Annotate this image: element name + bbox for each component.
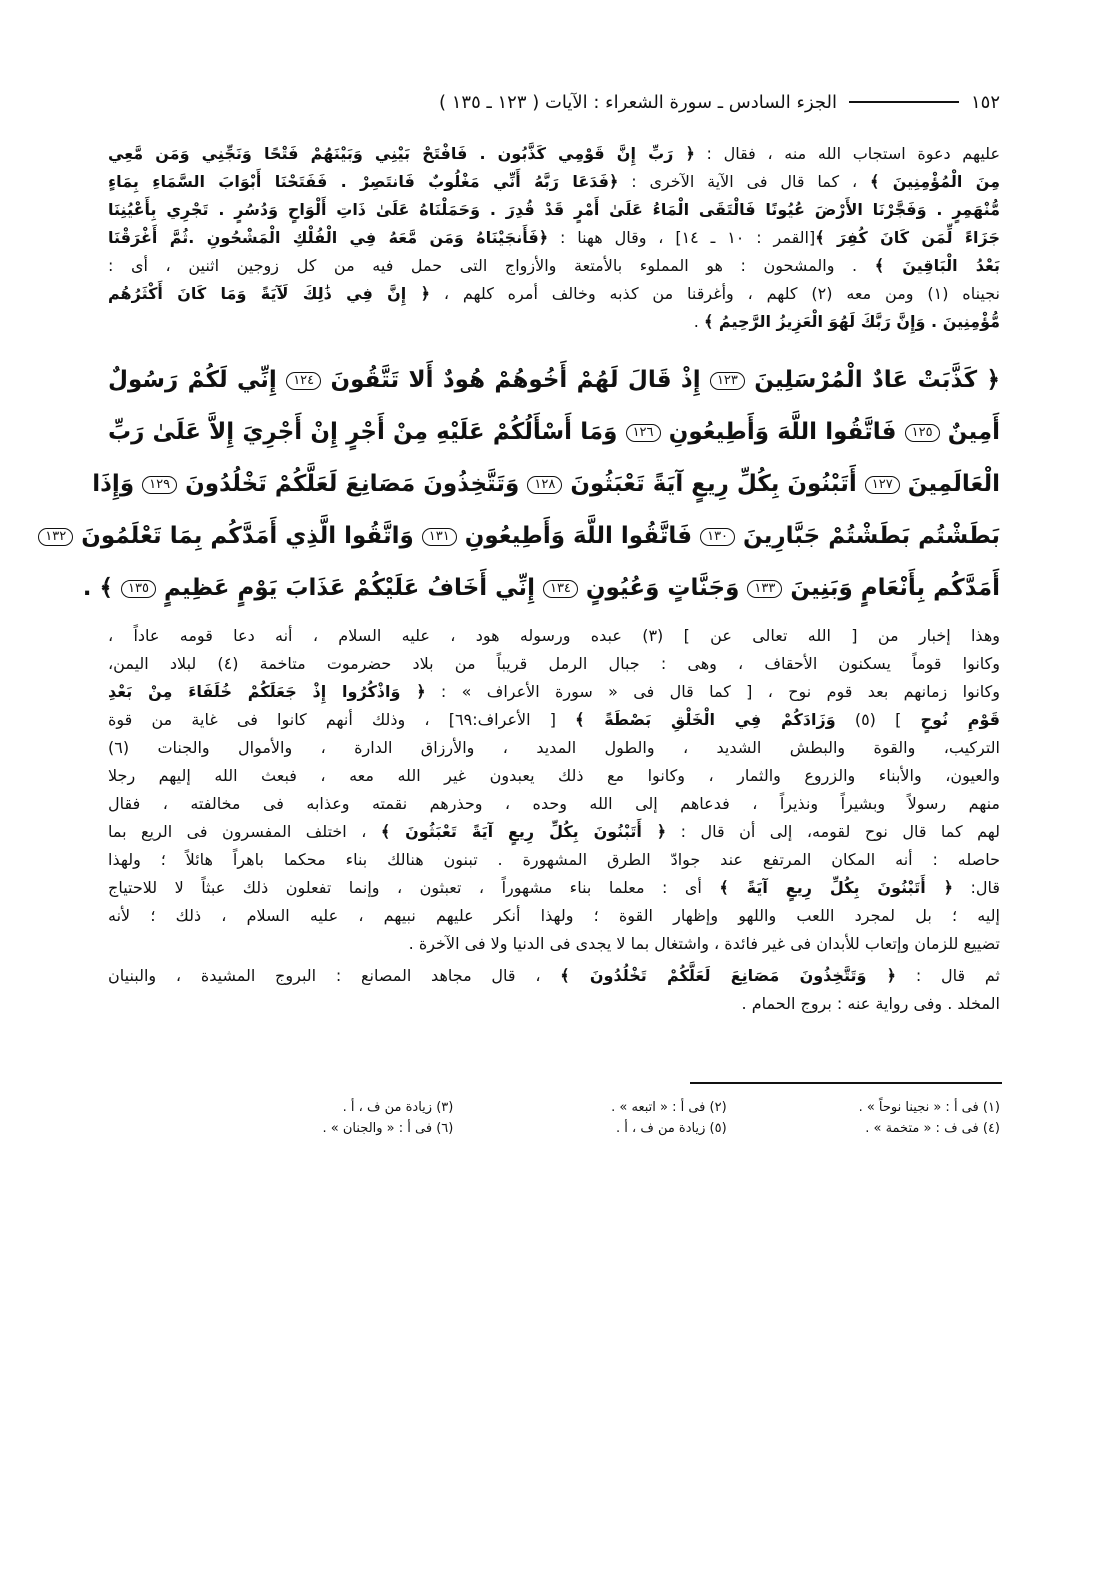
text-line xyxy=(108,406,1000,458)
header-title: الجزء السادس ـ سورة الشعراء : الآيات ( ١٢٣ ـ ١٣٥ ) xyxy=(439,91,837,113)
verse-number: ١٣٣ xyxy=(747,580,782,598)
footnote: (٥) زيادة من ف ، أ . xyxy=(616,1121,727,1136)
text-line xyxy=(108,762,1000,790)
verse-number: ١٢٥ xyxy=(905,424,940,442)
footnote: (١) فى أ : « نجينا نوحاً » . xyxy=(858,1100,1000,1115)
quran-verses-block xyxy=(45,354,1001,614)
text-segment: منهم رسولاً وبشيراً ونذيراً ، فدعاهم إلى الله وحده ، وحذرهم نقمته وعذابه فى مخالفته ، فقال xyxy=(108,794,1000,813)
verse-number: ١٣٠ xyxy=(700,528,735,546)
text-segment: إِذْ قَالَ لَهُمْ أَخُوهُمْ هُودٌ أَلا تَتَّقُونَ xyxy=(321,367,710,393)
text-line xyxy=(45,510,1000,562)
header-rule xyxy=(849,101,959,103)
commentary-paragraph-3 xyxy=(108,962,1000,1018)
quran-quote: قَوْمِ نُوحٍ xyxy=(920,710,1001,729)
commentary-paragraph-1 xyxy=(108,140,1000,336)
verse-number: ١٣٢ xyxy=(38,528,73,546)
text-line xyxy=(108,818,1000,846)
text-segment: [ الأعراف:٦٩] ، وذلك أنهم كانوا فى غاية من قوة xyxy=(108,710,576,729)
text-line xyxy=(108,874,1000,902)
verse-number: ١٣٥ xyxy=(121,580,156,598)
text-segment: أى : معلما بناء مشهوراً ، تعبثون ، وإنما تفعلون ذلك عبثاً لا للاحتياج xyxy=(108,878,720,897)
text-line xyxy=(108,308,1000,336)
text-line xyxy=(108,930,1000,958)
verse-number: ١٣١ xyxy=(422,528,457,546)
text-line xyxy=(108,196,1000,224)
text-line xyxy=(108,846,1000,874)
text-line xyxy=(108,622,1000,650)
text-segment: . xyxy=(693,312,704,331)
text-segment: لهم كما قال نوح لقومه، إلى أن قال : xyxy=(666,822,1001,841)
text-segment: الْعَالَمِينَ xyxy=(899,471,1000,497)
quran-quote: مُّنْهَمِرٍ . وَفَجَّرْنَا الأَرْضَ عُيُونًا فَالْتَقَى الْمَاءُ عَلَىٰ أَمْرٍ قَدْ قُدِرَ . وَحَمَلْنَاهُ عَلَىٰ ذَاتِ أَلْوَاحٍ وَدُسُرٍ . تَجْرِي بِأَعْيُنِنَا xyxy=(108,200,1000,219)
text-segment: فَاتَّقُوا اللَّهَ وَأَطِيعُونِ xyxy=(660,419,905,445)
text-segment: إِنِّي لَكُمْ رَسُولٌ xyxy=(108,367,287,393)
text-line xyxy=(108,280,1000,308)
text-line xyxy=(108,790,1000,818)
footnote: (٢) فى أ : « اتبعه » . xyxy=(611,1100,727,1115)
text-line xyxy=(108,140,1000,168)
footnote: (٤) فى ف : « متخمة » . xyxy=(865,1121,1000,1136)
text-segment: التركيب، والقوة والبطش الشديد ، والطول المديد ، والأرزاق الدارة ، والأموال والجنات (٦) xyxy=(108,738,1000,757)
text-segment: نجيناه (١) ومن معه (٢) كلهم ، وأغرقنا من كذبه وخالف أمره كلهم ، xyxy=(430,284,1001,303)
text-segment: بَطَشْتُم بَطَشْتُمْ جَبَّارِينَ xyxy=(735,523,1000,549)
text-segment: ثم قال : xyxy=(896,966,1000,985)
text-segment: أَمِينٌ xyxy=(939,419,1001,445)
text-line xyxy=(108,224,1000,252)
text-line xyxy=(108,962,1000,990)
text-segment: وَاتَّقُوا الَّذِي أَمَدَّكُم بِمَا تَعْلَمُونَ xyxy=(73,523,422,549)
quran-quote: مُّؤْمِنِينَ . وَإِنَّ رَبَّكَ لَهُوَ الْعَزِيزُ الرَّحِيمُ ﴾ xyxy=(703,312,1000,331)
text-segment: حاصله : أنه المكان المرتفع عند جوادّ الطرق المشهورة . تبنون هنالك بناء محكما باهراً هائلاً ؛ ولهذا xyxy=(108,850,1000,869)
text-line xyxy=(108,252,1000,280)
text-line xyxy=(82,562,1000,614)
quran-quote: بَعْدُ الْبَاقِينَ ﴾ xyxy=(874,256,1000,275)
text-segment: ] (٥) xyxy=(835,710,921,729)
text-segment: ﴿ كَذَّبَتْ عَادٌ الْمُرْسَلِينَ xyxy=(744,367,1000,393)
text-segment: قال: xyxy=(953,878,1001,897)
text-segment: وهذا إخبار من [ الله تعالى عن ] (٣) عبده ورسوله هود ، عليه السلام ، أنه دعا قومه عاداً ، xyxy=(108,626,1000,645)
text-segment: والعيون، والأبناء والزروع والثمار ، وكانوا مع ذلك يعبدون غير الله معه ، فبعث الله إليهم رجلا xyxy=(108,766,1000,785)
quran-quote: ﴿ أَتَبْنُونَ بِكُلِّ رِيعٍ آيَةً ﴾ xyxy=(719,878,953,897)
quran-quote: ﴿ أَتَبْنُونَ بِكُلِّ رِيعٍ آيَةً تَعْبَثُونَ ﴾ xyxy=(380,822,667,841)
quran-quote: ﴿فَأَنجَيْنَاهُ وَمَن مَّعَهُ فِي الْفُلْكِ الْمَشْحُونِ .ثُمَّ أَغْرَقْنَا xyxy=(108,228,549,247)
text-segment: عليهم دعوة استجاب الله منه ، فقال : xyxy=(694,144,1000,163)
text-line xyxy=(108,706,1000,734)
text-segment: وَإِذَا xyxy=(92,471,143,497)
quran-quote: ﴿ رَبِّ إِنَّ قَوْمِي كَذَّبُون . فَافْتَحْ بَيْنِي وَبَيْنَهُمْ فَتْحًا وَنَجِّنِي وَمَن مَّعِي xyxy=(108,144,695,163)
text-segment: وَتَتَّخِذُونَ مَصَانِعَ لَعَلَّكُمْ تَخْلُدُونَ xyxy=(177,471,528,497)
quran-quote: مِنَ الْمُؤْمِنِينَ ﴾ xyxy=(870,172,1001,191)
quran-quote: ﴿ وَاذْكُرُوا إِذْ جَعَلَكُمْ خُلَفَاءَ مِنْ بَعْدِ xyxy=(108,682,426,701)
text-segment: أَتَبْنُونَ بِكُلِّ رِيعٍ آيَةً تَعْبَثُونَ xyxy=(562,471,865,497)
quran-quote: ﴿ إِنَّ فِي ذَٰلِكَ لَآيَةً وَمَا كَانَ أَكْثَرُهُم xyxy=(108,284,431,303)
text-line xyxy=(92,458,1000,510)
verse-number: ١٢٨ xyxy=(527,476,562,494)
verse-number: ١٢٤ xyxy=(286,372,321,390)
text-line xyxy=(108,650,1000,678)
text-segment: إليه ؛ بل لمجرد اللعب واللهو وإظهار القوة ؛ ولهذا أنكر عليهم نبيهم ، عليه السلام ، ذلك ؛ لأنه xyxy=(108,906,1000,925)
quran-quote: ﴿ وَتَتَّخِذُونَ مَصَانِعَ لَعَلَّكُمْ تَخْلُدُونَ ﴾ xyxy=(560,966,897,985)
verse-number: ١٢٦ xyxy=(626,424,661,442)
commentary-paragraph-2 xyxy=(108,622,1000,958)
verse-number: ١٢٩ xyxy=(142,476,177,494)
verse-number: ١٢٣ xyxy=(710,372,745,390)
text-segment: . والمشحون : هو المملوء بالأمتعة والأزواج التى حمل فيه من كل زوجين اثنين ، أى : xyxy=(108,256,875,275)
text-line xyxy=(108,168,1000,196)
verse-number: ١٣٤ xyxy=(543,580,578,598)
quran-quote: وَزَادَكُمْ فِي الْخَلْقِ بَصْطَةً ﴾ xyxy=(575,710,836,729)
text-segment: إِنِّي أَخَافُ عَلَيْكُمْ عَذَابَ يَوْمٍ عَظِيمٍ xyxy=(155,575,543,601)
footnotes xyxy=(180,1100,1000,1136)
running-header xyxy=(108,86,1000,118)
text-segment: فَاتَّقُوا اللَّهَ وَأَطِيعُونِ xyxy=(456,523,701,549)
footnote: (٦) فى أ : « والجنان » . xyxy=(322,1121,454,1136)
text-segment: وَجَنَّاتٍ وَعُيُونٍ xyxy=(577,575,748,601)
footnote-rule xyxy=(690,1082,1002,1084)
text-segment: ، قال مجاهد المصانع : البروج المشيدة ، والبنيان xyxy=(108,966,561,985)
text-segment: المخلد . وفى رواية عنه : بروج الحمام . xyxy=(741,994,1000,1013)
quran-quote: ﴿فَدَعَا رَبَّهُ أَنِّي مَغْلُوبٌ فَانتَصِرْ . فَفَتَحْنَا أَبْوَابَ السَّمَاءِ بِمَاءٍ xyxy=(108,172,619,191)
text-segment: تضييع للزمان وإتعاب للأبدان فى غير فائدة ، واشتغال بما لا يجدى فى الدنيا ولا فى الآخرة . xyxy=(408,934,1000,953)
text-segment: وَمَا أَسْأَلُكُمْ عَلَيْهِ مِنْ أَجْرٍ إِنْ أَجْرِيَ إِلاَّ عَلَىٰ رَبِّ xyxy=(108,419,626,445)
text-line xyxy=(108,678,1000,706)
text-segment: ، اختلف المفسرون فى الريع بما xyxy=(108,822,381,841)
quran-quote: جَزَاءً لِّمَن كَانَ كُفِرَ ﴾ xyxy=(815,228,1001,247)
text-segment: ، كما قال فى الآية الآخرى : xyxy=(618,172,871,191)
text-segment: وكانوا زمانهم بعد قوم نوح ، [ كما قال فى « سورة الأعراف » : xyxy=(425,682,1000,701)
page-number: ١٥٢ xyxy=(970,91,1000,113)
text-segment: وكانوا قوماً يسكنون الأحقاف ، وهى : جبال الرمل قريباً من بلاد حضرموت متاخمة (٤) لبلاد اليمن، xyxy=(108,654,1001,673)
text-line xyxy=(108,734,1000,762)
text-segment: ﴾ . xyxy=(82,575,121,601)
text-segment: أَمَدَّكُم بِأَنْعَامٍ وَبَنِينَ xyxy=(782,575,1000,601)
text-segment: [القمر : ١٠ ـ ١٤] ، وقال ههنا : xyxy=(548,228,816,247)
text-line xyxy=(108,990,1000,1018)
verse-number: ١٢٧ xyxy=(865,476,900,494)
text-line xyxy=(108,902,1000,930)
footnote: (٣) زيادة من ف ، أ . xyxy=(342,1100,454,1115)
text-line xyxy=(108,354,1000,406)
